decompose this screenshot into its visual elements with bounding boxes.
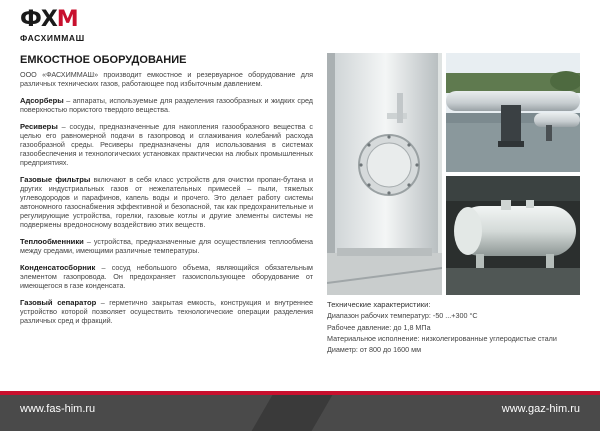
spec-material: Материальное исполнение: низколегированные углеродистые стали bbox=[327, 333, 557, 343]
item-term: Конденсатосборник bbox=[20, 263, 96, 272]
technical-specs bbox=[327, 300, 587, 356]
logo-mark bbox=[20, 8, 85, 32]
specs-title: Технические характеристики: bbox=[327, 300, 431, 309]
photo-vertical-vessel bbox=[327, 53, 442, 295]
page-title: ЕМКОСТНОЕ ОБОРУДОВАНИЕ bbox=[20, 54, 187, 66]
item-text: – устройства, предназначенные для осуществления теплообмена между средами, имеющими различные температуры. bbox=[20, 237, 313, 255]
item-receivers bbox=[20, 122, 313, 167]
item-term: Газовые фильтры bbox=[20, 175, 91, 184]
company-logo bbox=[20, 8, 85, 43]
logo-mark-m: М bbox=[56, 7, 78, 32]
logo-mark-fh: ФХ bbox=[20, 7, 57, 32]
item-text: – сосуды, предназначенные для накопления газообразного вещества с целью его равномерной подачи в газопровод и сглаживания колебаний расхода газообразной среды. Ресиверы предназначены для использования в системах газообеспечения и технологических установках практически на любых промышленных предприятиях. bbox=[20, 122, 313, 167]
item-adsorbers bbox=[20, 96, 313, 114]
item-condensate-collector bbox=[20, 263, 313, 290]
photo-outdoor-tank bbox=[446, 53, 580, 172]
item-text: – аппараты, используемые для разделения газообразных и жидких сред поверхностью пористого твердого вещества. bbox=[20, 96, 313, 114]
item-term: Адсорберы bbox=[20, 96, 64, 105]
item-term: Ресиверы bbox=[20, 122, 58, 131]
item-term: Газовый сепаратор bbox=[20, 298, 97, 307]
footer bbox=[0, 395, 600, 431]
footer-stripe bbox=[252, 395, 333, 431]
logo-subtitle: ФАСХИММАШ bbox=[20, 33, 85, 43]
description-column bbox=[20, 70, 313, 333]
spec-pressure: Рабочее давление: до 1,8 МПа bbox=[327, 322, 431, 332]
item-term: Теплообменники bbox=[20, 237, 84, 246]
spec-diameter: Диаметр: от 800 до 1600 мм bbox=[327, 345, 422, 355]
intro-paragraph: ООО «ФАСХИММАШ» производит емкостное и резервуарное оборудование для различных технических газов, работающее под избыточным давлением. bbox=[20, 70, 313, 88]
item-text: включают в себя класс устройств для очистки пропан-бутана и других индустриальных газов от нежелательных примесей – пыли, тяжелых углеводородов и парафинов, капель воды и прочего. Это делает работу системы автономного газоснабжения эффективной и безопасной, так как предохранительные и регулирующие устройства, горелки, газовые котлы и другие элементы системы не подвержены вредоносному воздействию этих веществ. bbox=[20, 175, 313, 229]
item-heat-exchangers bbox=[20, 237, 313, 255]
item-text: – герметично закрытая емкость, конструкция и внутреннее устройство которой позволяет осуществить технологические операции разделения различных сред и фракций. bbox=[20, 298, 313, 325]
item-gas-filters bbox=[20, 175, 313, 229]
spec-temperature: Диапазон рабочих температур: -50 ...+300 °С bbox=[327, 311, 478, 321]
item-text: – сосуд небольшого объема, являющийся обязательным элементом газопровода. Он предохраняет газоиспользующее оборудование от имеющегося в газе конденсата. bbox=[20, 263, 313, 290]
item-gas-separator bbox=[20, 298, 313, 325]
footer-link-fas-him[interactable]: www.fas-him.ru bbox=[20, 403, 96, 415]
photo-indoor-tank bbox=[446, 176, 580, 295]
footer-link-gaz-him[interactable]: www.gaz-him.ru bbox=[501, 403, 580, 415]
